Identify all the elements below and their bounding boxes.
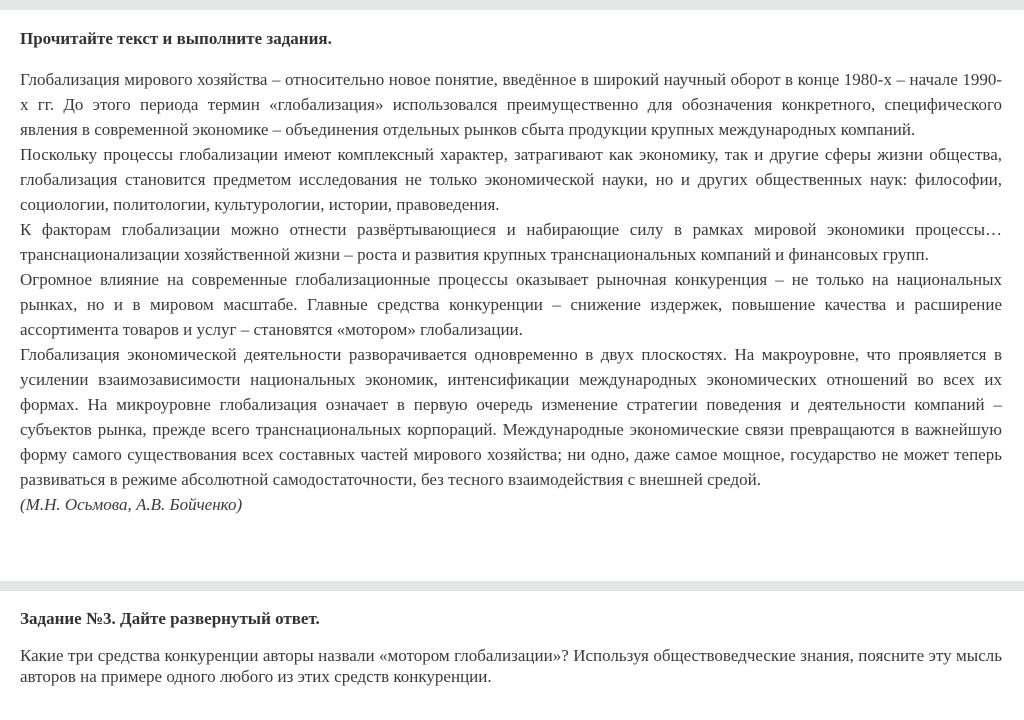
- text-author: (М.Н. Осьмова, А.В. Бойченко): [20, 495, 243, 514]
- task-3-block: [0, 591, 1024, 687]
- task-3-heading: Задание №3. Дайте развернутый ответ.: [20, 609, 320, 628]
- section-separator: [0, 581, 1024, 591]
- text-paragraph: К факторам глобализации можно отнести развёртывающиеся и набирающие силу в рамках мировой экономики процессы… транснационализации хозяйственной жизни – роста и развития крупных транснациональных компаний и финансовых групп.: [20, 220, 1002, 264]
- text-paragraph: Глобализация экономической деятельности разворачивается одновременно в двух плоскостях. На макроуровне, что проявляется в усилении взаимозависимости национальных экономик, интенсификации международных экономических отношений во всех их формах. На микроуровне глобализация означает в первую очередь изменение стратегии поведения и деятельности компаний – субъектов рынка, прежде всего транснациональных корпораций. Международные экономические связи превращаются в важнейшую форму самого существования всех составных частей мирового хозяйства; ни одно, даже самое мощное, государство не может теперь развиваться в режиме абсолютной самодостаточности, без тесного взаимодействия с внешней средой.: [20, 345, 1002, 489]
- top-separator: [0, 0, 1024, 10]
- text-paragraph: Огромное влияние на современные глобализационные процессы оказывает рыночная конкуренция – не только на национальных рынках, но и в мировом масштабе. Главные средства конкуренции – снижение издержек, повышение качества и расширение ассортимента товаров и услуг – становятся «мотором» глобализации.: [20, 270, 1002, 339]
- reading-text: [20, 67, 1002, 492]
- task-3-question: Какие три средства конкуренции авторы назвали «мотором глобализации»? Используя обществоведческие знания, поясните эту мысль авторов на примере одного любого из этих средств конкуренции.: [20, 646, 1002, 686]
- text-paragraph: Глобализация мирового хозяйства – относительно новое понятие, введённое в широкий научный оборот в конце 1980-х – начале 1990-х гг. До этого периода термин «глобализация» использовался преимущественно для обозначения конкретного, специфического явления в современной экономике – объединения отдельных рынков сбыта продукции крупных международных компаний.: [20, 70, 1002, 139]
- reading-task-block: [0, 10, 1024, 581]
- text-paragraph: Поскольку процессы глобализации имеют комплексный характер, затрагивают как экономику, так и другие сферы жизни общества, глобализация становится предметом исследования не только экономической науки, но и других общественных наук: философии, социологии, политологии, культурологии, истории, правоведения.: [20, 145, 1002, 214]
- reading-task-heading: Прочитайте текст и выполните задания.: [20, 29, 332, 48]
